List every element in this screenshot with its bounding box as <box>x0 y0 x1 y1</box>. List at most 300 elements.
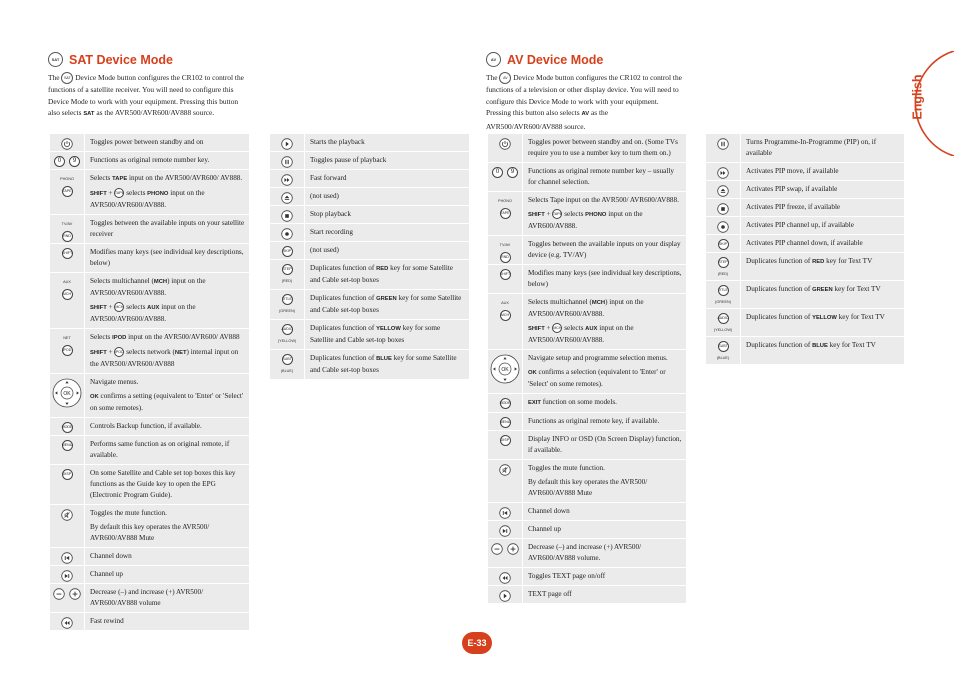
description-paragraph <box>746 256 900 268</box>
next-icon <box>499 525 511 537</box>
key-name: MCH <box>591 300 606 306</box>
key-icon-cell <box>488 192 523 235</box>
description-text: selects <box>124 303 148 311</box>
step-key-icon: STEP <box>282 264 293 275</box>
description-text: Duplicates function of <box>746 257 813 265</box>
description-text: input on the AVR500/AVR600/AV888. <box>528 324 634 344</box>
description-line: Toggles power between standby and on. (Some TVs require you to use a number key to turn them on.) <box>528 138 678 157</box>
key-description <box>523 431 686 459</box>
description-line: Toggles TEXT page on/off <box>528 572 606 580</box>
description-line: Toggles the mute function. <box>90 509 167 517</box>
description-line: Fast rewind <box>90 617 124 625</box>
mch-key-icon: MCH <box>500 310 511 321</box>
key-icon-cell <box>50 465 85 504</box>
av-intro-key: AV <box>581 111 590 118</box>
description-paragraph <box>90 347 245 370</box>
key-icon-cell <box>488 350 523 393</box>
sat-mini-icon: SAT <box>61 72 73 84</box>
av-intro-end: as the AVR500/AVR600/AV888 source. <box>486 108 609 131</box>
key-name: BLUE <box>812 343 828 349</box>
key-color-caption: (BLUE) <box>716 356 730 360</box>
table-row <box>50 566 249 584</box>
key-description <box>85 273 249 328</box>
key-description <box>523 294 686 349</box>
key-description <box>305 170 469 187</box>
description-line: Controls Backup function, if available. <box>90 422 202 430</box>
key-color-caption: (YELLOW) <box>713 328 733 332</box>
key-description <box>523 413 686 430</box>
table-row <box>488 521 686 539</box>
digit-9-icon: 9 <box>69 156 80 167</box>
navigation-pad-icon <box>490 354 520 384</box>
inline-key-icon: MCH <box>552 323 562 333</box>
table-row <box>706 217 904 235</box>
table-row <box>50 505 249 548</box>
svg-text:OK: OK <box>501 366 509 373</box>
description-line: Channel up <box>528 525 561 533</box>
description-line: Stop playback <box>310 210 351 218</box>
key-description <box>85 215 249 243</box>
key-description <box>523 163 686 191</box>
key-icon-cell <box>50 584 85 612</box>
description-paragraph <box>746 284 900 296</box>
key-shift-caption: AUX <box>501 301 509 305</box>
av-key-table-1 <box>488 134 686 604</box>
description-line: Toggles power between standby and on <box>90 138 204 146</box>
key-icon-cell <box>50 152 85 169</box>
description-text: key for some Satellite and Cable set-top boxes <box>310 264 453 284</box>
rew-icon <box>61 617 73 629</box>
subt-key-icon: SUBT <box>282 354 293 365</box>
key-icon-cell <box>706 309 741 336</box>
skip-key-icon: SKIP <box>282 246 293 257</box>
table-row <box>270 170 469 188</box>
table-row <box>488 413 686 431</box>
table-row <box>488 431 686 460</box>
key-name: NET <box>174 350 187 356</box>
key-icon-cell <box>50 566 85 583</box>
description-paragraph <box>528 323 682 346</box>
sat-intro-end: as the AVR500/AVR600/AV888 source. <box>96 108 215 118</box>
key-description <box>741 134 904 162</box>
key-icon-cell <box>50 374 85 417</box>
key-icon-cell <box>706 253 741 280</box>
key-description <box>85 244 249 272</box>
description-line: Activates PIP move, if available <box>746 167 839 175</box>
av-intro <box>486 72 684 132</box>
description-text: Selects <box>90 174 113 182</box>
description-line: Performs same function as on original remote, if available. <box>90 440 230 459</box>
rec-icon <box>717 221 729 233</box>
key-icon-cell <box>488 134 523 162</box>
av-mini-icon: AV <box>499 72 511 84</box>
key-name: GREEN <box>812 287 833 293</box>
description-text: Duplicates function of <box>746 313 813 321</box>
sat-section-title <box>48 52 173 67</box>
key-name: RED <box>376 266 389 272</box>
table-row <box>706 309 904 337</box>
description-paragraph <box>90 391 245 414</box>
description-paragraph <box>90 276 245 299</box>
description-line: Functions as original remote key, if available. <box>528 417 660 425</box>
key-description <box>305 290 469 319</box>
table-row <box>488 394 686 413</box>
description-paragraph <box>528 209 682 232</box>
inline-key-icon: TAPE <box>114 188 124 198</box>
description-text: + <box>544 324 553 332</box>
key-name: EXIT <box>528 400 541 406</box>
key-description <box>741 281 904 308</box>
av-key-table-2 <box>706 134 904 365</box>
key-icon-cell <box>270 290 305 319</box>
digit-0-icon: 0 <box>54 156 65 167</box>
table-row <box>706 281 904 309</box>
key-description <box>523 265 686 293</box>
key-shift-caption: PHONO <box>498 199 512 203</box>
sat-intro-key: SAT <box>83 111 95 118</box>
table-row <box>50 329 249 374</box>
key-name: GREEN <box>376 296 397 302</box>
key-icon-cell <box>488 521 523 538</box>
description-text: ) input on the AVR500/AVR600/AV888. <box>528 298 644 318</box>
sat-intro-pre: The <box>48 73 60 82</box>
key-description <box>305 242 469 259</box>
key-color-caption: (GREEN) <box>714 300 732 304</box>
eject-icon <box>717 185 729 197</box>
key-description <box>85 134 249 151</box>
table-row <box>50 548 249 566</box>
key-shift-caption: TV/AV <box>499 243 511 247</box>
description-text: confirms a selection (equivalent to 'Enter' or 'Select' on some remotes). <box>528 368 666 388</box>
description-line: Toggles between the available inputs on your satellite receiver <box>90 219 245 238</box>
key-name: OK <box>90 394 99 400</box>
table-row <box>706 235 904 253</box>
description-text: + <box>106 348 115 356</box>
prev-icon <box>499 507 511 519</box>
table-row <box>488 265 686 294</box>
key-icon-cell <box>488 431 523 459</box>
volume-down-icon <box>491 543 503 555</box>
key-icon-cell <box>50 613 85 630</box>
key-icon-cell <box>488 236 523 264</box>
description-line: Decrease (–) and increase (+) AVR500/ AVR600/AV888 volume <box>90 588 204 607</box>
description-text: key for some Satellite and Cable set-top boxes <box>310 324 441 344</box>
description-text: key for some Satellite and Cable set-top boxes <box>310 354 457 374</box>
ipod-key-icon: iPOD <box>62 345 73 356</box>
key-description <box>85 465 249 504</box>
description-line: Channel down <box>528 507 570 515</box>
key-icon-cell <box>488 163 523 191</box>
key-name: OK <box>528 370 537 376</box>
key-name: TAPE <box>112 176 128 182</box>
description-line: Channel up <box>90 570 123 578</box>
subt-key-icon: SUBT <box>718 341 729 352</box>
key-description <box>523 521 686 538</box>
key-color-caption: (YELLOW) <box>277 339 297 343</box>
key-description <box>523 394 686 412</box>
key-icon-cell <box>706 163 741 180</box>
description-text: ) input on the AVR500/AVR600/AV888. <box>90 277 206 297</box>
mode-key-icon: MODE <box>500 398 511 409</box>
key-description <box>741 337 904 364</box>
key-name: AUX <box>147 305 160 311</box>
table-row <box>706 253 904 281</box>
key-description <box>305 224 469 241</box>
key-name: RED <box>812 259 825 265</box>
description-text: input on the AVR500/AVR600/AV888. <box>90 303 196 323</box>
table-row <box>488 350 686 394</box>
key-description <box>305 152 469 169</box>
av-section-title <box>486 52 603 67</box>
key-name: SHIFT <box>528 326 545 332</box>
key-icon-cell <box>706 281 741 308</box>
description-line: Fast forward <box>310 174 347 182</box>
key-description <box>305 134 469 151</box>
description-text: Duplicates function of <box>310 294 377 302</box>
digit-0-icon: 0 <box>492 167 503 178</box>
description-line: By default this key operates the AVR500/ AVR600/AV888 Mute <box>90 523 210 542</box>
table-row <box>488 294 686 350</box>
menu-key-icon: MENU <box>500 417 511 428</box>
description-text: input on the AVR500/AVR600/ AV888 <box>126 333 240 341</box>
audio-key-icon: AUDIO <box>718 313 729 324</box>
navigation-pad-icon <box>52 378 82 408</box>
table-row <box>488 192 686 236</box>
key-icon-cell <box>50 418 85 435</box>
description-paragraph <box>90 173 245 185</box>
key-icon-cell <box>706 337 741 364</box>
description-line: Turns Programme-In-Programme (PIP) on, if available <box>746 138 877 157</box>
key-description <box>85 566 249 583</box>
description-text: Duplicates function of <box>746 285 813 293</box>
description-text: key for Text TV <box>832 285 881 293</box>
table-row <box>50 613 249 631</box>
key-description <box>523 192 686 235</box>
description-line: Toggles pause of playback <box>310 156 387 164</box>
key-icon-cell <box>706 235 741 252</box>
description-text: Duplicates function of <box>310 354 377 362</box>
description-text: input on the AVR600/AV888. <box>528 210 643 230</box>
table-row <box>488 460 686 503</box>
svg-text:OK: OK <box>63 390 71 397</box>
table-row <box>50 170 249 215</box>
table-row <box>50 215 249 244</box>
audio-key-icon: AUDIO <box>282 324 293 335</box>
key-icon-cell <box>50 170 85 214</box>
key-description <box>741 181 904 198</box>
pause-icon <box>281 156 293 168</box>
description-paragraph <box>90 188 245 211</box>
rew-icon <box>499 572 511 584</box>
rnd-key-icon: RND <box>62 231 73 242</box>
key-icon-cell <box>270 320 305 349</box>
key-name: AUX <box>585 326 598 332</box>
key-description <box>523 350 686 393</box>
description-paragraph <box>528 195 682 206</box>
key-name: SHIFT <box>90 305 107 311</box>
volume-up-icon <box>507 543 519 555</box>
key-description <box>85 505 249 547</box>
skip-key-icon: SKIP <box>718 239 729 250</box>
sat-intro <box>48 72 244 121</box>
table-row <box>270 152 469 170</box>
key-description <box>741 217 904 234</box>
key-description <box>741 309 904 336</box>
key-description <box>85 170 249 214</box>
table-row <box>488 163 686 192</box>
key-description <box>85 548 249 565</box>
description-text: Selects multichannel ( <box>90 277 154 285</box>
play-icon <box>281 138 293 150</box>
description-text: input on the AVR500/AVR600/AV888. <box>90 189 205 209</box>
mute-icon <box>61 509 73 521</box>
table-row <box>488 134 686 163</box>
key-icon-cell <box>50 548 85 565</box>
av-intro-pre: The <box>486 73 498 82</box>
table-row <box>270 320 469 350</box>
description-paragraph <box>310 263 465 286</box>
key-description <box>85 152 249 169</box>
key-name: YELLOW <box>812 315 837 321</box>
description-paragraph <box>528 297 682 320</box>
rnd-key-icon: RND <box>500 252 511 263</box>
key-name: YELLOW <box>376 326 401 332</box>
table-row <box>270 206 469 224</box>
key-name: MCH <box>153 279 168 285</box>
volume-down-icon <box>53 588 65 600</box>
key-name: SHIFT <box>90 191 107 197</box>
key-description <box>305 350 469 379</box>
description-line: Decrease (–) and increase (+) AVR500/ AVR600/AV888 volume. <box>528 543 642 562</box>
mute-icon <box>499 464 511 476</box>
digit-keys <box>54 156 80 167</box>
description-paragraph <box>310 293 465 316</box>
key-icon-cell <box>270 260 305 289</box>
table-row <box>270 242 469 260</box>
description-line: Activates PIP channel up, if available <box>746 221 854 229</box>
key-description <box>523 460 686 502</box>
table-row <box>270 350 469 380</box>
key-description <box>523 586 686 603</box>
description-paragraph <box>528 353 682 364</box>
description-text: selects <box>562 210 586 218</box>
description-paragraph <box>90 377 245 388</box>
description-line: Display INFO or OSD (On Screen Display) function, if available. <box>528 435 682 454</box>
key-icon-cell <box>270 152 305 169</box>
key-description <box>523 134 686 162</box>
table-row <box>706 181 904 199</box>
table-row <box>488 586 686 604</box>
key-color-caption: (BLUE) <box>280 369 294 373</box>
table-row <box>270 224 469 242</box>
table-row <box>488 539 686 568</box>
description-paragraph <box>310 323 465 346</box>
description-text: Navigate menus. <box>90 378 139 386</box>
key-shift-caption: NET <box>63 336 71 340</box>
key-icon-cell <box>270 170 305 187</box>
key-icon-cell <box>50 436 85 464</box>
key-icon-cell <box>270 206 305 223</box>
table-row <box>706 199 904 217</box>
description-paragraph <box>746 340 900 352</box>
inline-key-icon: MCH <box>114 302 124 312</box>
av-title-text: AV Device Mode <box>507 52 604 67</box>
key-icon-cell <box>488 503 523 520</box>
mch-key-icon: MCH <box>62 289 73 300</box>
key-color-caption: (GREEN) <box>278 309 296 313</box>
title-key-icon: TITLE <box>718 285 729 296</box>
table-row <box>270 290 469 320</box>
table-row <box>270 188 469 206</box>
description-text: Selects <box>90 333 113 341</box>
key-description <box>85 584 249 612</box>
description-paragraph <box>310 353 465 376</box>
table-row <box>50 374 249 418</box>
key-icon-cell <box>488 294 523 349</box>
key-description <box>305 206 469 223</box>
table-row <box>488 568 686 586</box>
av-badge-icon: AV <box>486 52 501 67</box>
shift-key-icon: SHIFT <box>62 248 73 259</box>
key-icon-cell <box>706 217 741 234</box>
key-description <box>741 199 904 216</box>
key-description <box>305 188 469 205</box>
key-shift-caption: AUX <box>63 280 71 284</box>
key-icon-cell <box>270 224 305 241</box>
table-row <box>50 436 249 465</box>
description-text: Duplicates function of <box>310 264 377 272</box>
step-key-icon: STEP <box>718 257 729 268</box>
volume-up-icon <box>69 588 81 600</box>
key-name: SHIFT <box>528 212 545 218</box>
key-name: BLUE <box>376 356 392 362</box>
digit-9-icon: 9 <box>507 167 518 178</box>
table-row <box>706 337 904 365</box>
stop-icon <box>281 210 293 222</box>
description-line: Starts the playback <box>310 138 365 146</box>
table-row <box>50 273 249 329</box>
av-intro-body: Device Mode button configures the CR102 to control the functions of a television or other display device. You will need to configure this Device Mode to work with your equipment. Pressing this button also selects <box>486 73 682 118</box>
key-icon-cell <box>706 181 741 198</box>
table-row <box>50 418 249 436</box>
key-name: SHIFT <box>90 350 107 356</box>
english-tab-label: English <box>910 74 925 120</box>
sat-intro-body: Device Mode button configures the CR102 to control the functions of a satellite receiver. You will need to configure this Device Mode to work with your equipment. Pressing this button also selects <box>48 73 244 118</box>
description-paragraph <box>746 312 900 324</box>
volume-keys <box>491 543 519 555</box>
key-icon-cell <box>270 242 305 259</box>
key-description <box>741 163 904 180</box>
table-row <box>706 163 904 181</box>
sat-badge-icon: SAT <box>48 52 63 67</box>
description-paragraph <box>528 397 682 409</box>
description-line: Modifies many keys (see individual key descriptions, below) <box>528 269 682 288</box>
table-row <box>270 260 469 290</box>
description-text: key for Text TV <box>824 257 873 265</box>
description-text: Selects multichannel ( <box>528 298 592 306</box>
key-description <box>523 236 686 264</box>
shift-key-icon: SHIFT <box>500 269 511 280</box>
description-text: + <box>106 303 115 311</box>
description-line: TEXT page off <box>528 590 572 598</box>
table-row <box>488 503 686 521</box>
key-description <box>85 418 249 435</box>
power-icon <box>499 138 511 150</box>
key-icon-cell <box>50 273 85 328</box>
mode-key-icon: MODE <box>62 422 73 433</box>
key-description <box>741 253 904 280</box>
description-line: Toggles between the available inputs on your display device (e.g. TV/AV) <box>528 240 681 259</box>
